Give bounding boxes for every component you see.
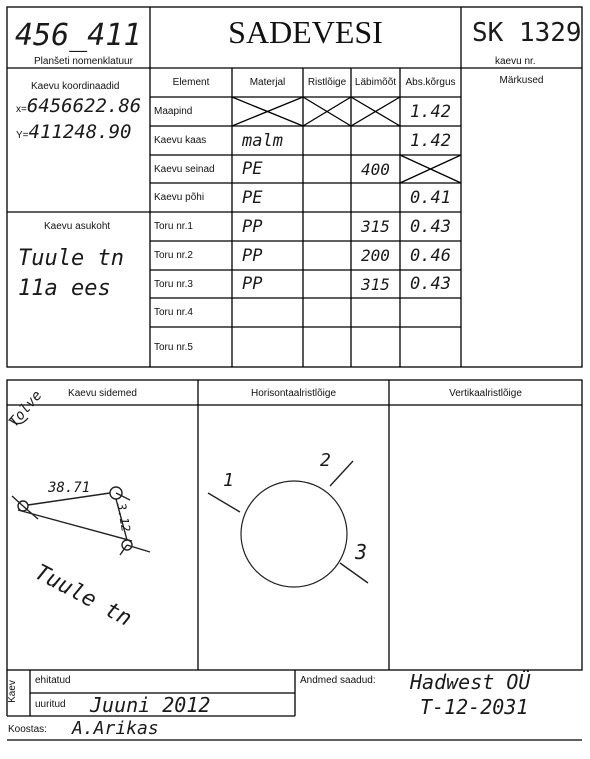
table-header-cross-section: Ristlõige — [307, 77, 347, 88]
coord-x-value: 6456622.86 — [26, 95, 142, 117]
coord-x — [16, 95, 141, 117]
pipe-3-label: 3 — [355, 540, 368, 564]
page-title: SADEVESI — [228, 14, 383, 50]
table-cell-diameter: 315 — [361, 217, 390, 236]
table-cell-element: Toru nr.4 — [154, 307, 193, 318]
table-cell-element: Kaevu põhi — [154, 192, 205, 203]
table-cell-abs-height: 1.42 — [410, 130, 451, 151]
location-caption: Kaevu asukoht — [44, 221, 111, 232]
sketch-tolve-label: Tolve — [6, 387, 46, 431]
table-cell-diameter: 200 — [361, 246, 390, 265]
location-line-2: 11a ees — [18, 276, 111, 301]
table-header-remarks: Märkused — [499, 74, 544, 86]
koostas-value: A.Arikas — [72, 718, 159, 739]
table-cell-material: malm — [242, 130, 283, 151]
table-cell-element: Kaevu kaas — [154, 135, 207, 146]
table-cell-diameter: 400 — [361, 159, 390, 179]
location-line-1: Tuule tn — [18, 246, 124, 271]
coords-caption: Kaevu koordinaadid — [31, 81, 120, 92]
table-header-element: Element — [172, 77, 210, 88]
table-cell-element: Toru nr.1 — [154, 221, 193, 232]
sketch-distance-1: 38.71 — [48, 480, 91, 496]
sketch-distance-2: 3.12 — [114, 502, 134, 533]
table-cell-material: PP — [242, 216, 263, 237]
table-cell-element: Maapind — [154, 106, 193, 117]
uuritud-label: uuritud — [35, 699, 66, 710]
table-cell-material: PP — [242, 245, 263, 266]
andmed-label: Andmed saadud: — [300, 675, 376, 686]
pipe-1-label: 1 — [223, 470, 234, 491]
table-cell-material: PE — [242, 187, 263, 208]
table-header-abs-height: Abs.kõrgus — [405, 77, 456, 88]
sketch-col-vertical: Vertikaalristlõige — [449, 387, 522, 399]
coord-x-prefix: x= — [16, 104, 27, 115]
table-cell-diameter: 315 — [361, 274, 390, 294]
table-cell-element: Kaevu seinad — [154, 163, 215, 175]
coord-y-prefix: Y= — [16, 130, 29, 141]
andmed-line-1: Hadwest OÜ — [410, 670, 531, 694]
table-cell-material: PE — [242, 159, 263, 179]
table-header-diameter: Läbimõõt — [354, 77, 397, 88]
table-cell-abs-height: 0.43 — [410, 216, 451, 237]
coord-y-value: 411248.90 — [28, 121, 132, 143]
kaev-label: Kaev — [6, 680, 18, 703]
table-cell-element: Toru nr.3 — [154, 278, 193, 290]
sheet-caption: Planšeti nomenklatuur — [34, 56, 133, 67]
table-cell-material: PP — [242, 274, 263, 294]
sketch-col-horizontal: Horisontaalristlõige — [250, 387, 337, 399]
andmed-line-2: T-12-2031 — [420, 695, 529, 719]
ehitatud-label: ehitatud — [35, 675, 71, 686]
table-cell-abs-height: 0.43 — [410, 274, 451, 294]
sketch-col-links: Kaevu sidemed — [68, 387, 137, 399]
table-cell-abs-height: 0.46 — [410, 245, 451, 266]
well-number: SK 1329 — [472, 18, 582, 48]
well-caption: kaevu nr. — [495, 56, 536, 67]
sketch-drawing — [10, 418, 368, 587]
table-cell-element: Toru nr.5 — [154, 341, 193, 353]
table-cell-abs-height: 1.42 — [410, 101, 451, 122]
sheet-number: 456_411 — [15, 18, 142, 53]
sketch-street-label: Tuule tn — [30, 560, 136, 632]
table-header-material: Materjal — [249, 77, 286, 88]
table-cell-abs-height: 0.41 — [410, 187, 451, 208]
table-cell-element: Toru nr.2 — [154, 250, 193, 261]
uuritud-value: Juuni 2012 — [90, 693, 211, 717]
pipe-2-label: 2 — [320, 450, 331, 471]
coord-y — [16, 121, 131, 143]
koostas-label: Koostas: — [8, 724, 47, 735]
